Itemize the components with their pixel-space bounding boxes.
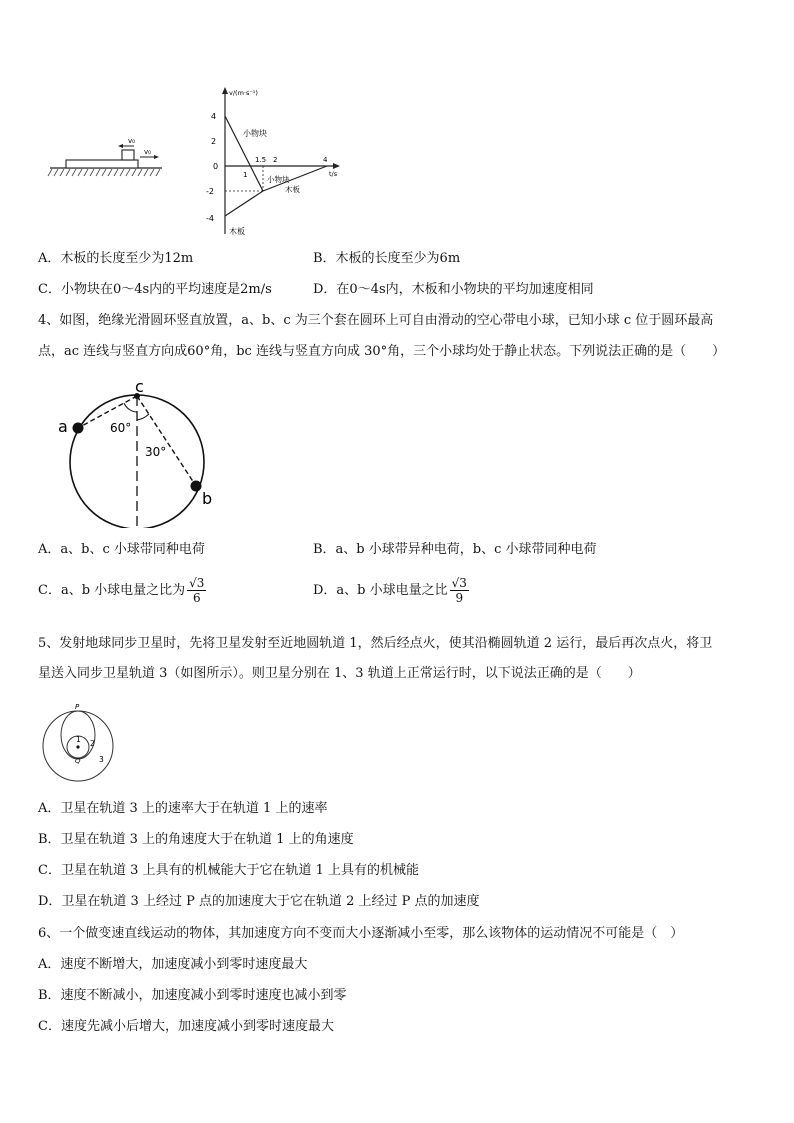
q4-stem-line1: 4、如图，绝缘光滑圆环竖直放置，a、b、c 为三个套在圆环上可自由滑动的空心带电小球，已知小球 c 位于圆环最高	[38, 313, 714, 328]
q5-option-b: B．卫星在轨道 3 上的角速度大于在轨道 1 上的角速度	[38, 832, 354, 847]
q5-option-a: A．卫星在轨道 3 上的速率大于在轨道 1 上的速率	[38, 801, 328, 816]
orbit-2-label: 2	[90, 739, 95, 748]
angle-60-label: 60°	[110, 421, 132, 435]
svg-text:2: 2	[211, 137, 217, 146]
board-label-mid: 木板	[285, 185, 300, 194]
q6-option-c: C．速度先减小后增大，加速度减小到零时速度最大	[38, 1019, 334, 1034]
q4-option-d: D．a、b 小球电量之比 $\frac{√3}{9}$	[313, 576, 467, 605]
block-on-board-figure	[44, 136, 174, 182]
q3-option-c: C．小物块在0～4s内的平均速度是2m/s	[38, 282, 272, 297]
q4-stem-line2: 点，ac 连线与竖直方向成60°角，bc 连线与竖直方向成 30°角，三个小球均处于静止状态。下列说法正确的是（ ）	[38, 344, 726, 359]
q3-option-a: A．木板的长度至少为12m	[38, 251, 194, 266]
q4-option-c: C．a、b 小球电量之比为 $\frac{√3}{6}$	[38, 576, 205, 605]
q5-option-d: D．卫星在轨道 3 上经过 P 点的加速度大于它在轨道 2 上经过 P 点的加速度	[38, 894, 480, 909]
svg-text:4: 4	[211, 112, 217, 121]
point-q-label: Q	[75, 757, 81, 765]
angle-30-label: 30°	[145, 445, 167, 459]
q4-option-a: A．a、b、c 小球带同种电荷	[38, 542, 205, 557]
q3-option-d: D．在0～4s内，木板和小物块的平均加速度相同	[313, 282, 594, 297]
point-p-label: P	[75, 703, 80, 711]
svg-text:2: 2	[273, 156, 278, 164]
ball-c-label: c	[135, 377, 144, 396]
q5-stem-line1: 5、发射地球同步卫星时，先将卫星发射至近地圆轨道 1，然后经点火，使其沿椭圆轨道 2 运行，最后再次点火，将卫	[38, 636, 713, 651]
q6-stem: 6、一个做变速直线运动的物体，其加速度方向不变而大小逐渐减小至零，那么该物体的运动情况不可能是（ ）	[38, 926, 684, 941]
q4-option-d-fraction: $\frac{√3}{9}$	[451, 576, 467, 605]
q3-option-b: B．木板的长度至少为6m	[313, 251, 461, 266]
svg-text:0: 0	[213, 162, 219, 171]
orbit-figure	[40, 700, 120, 786]
q4-option-b: B．a、b 小球带异种电荷，b、c 小球带同种电荷	[313, 542, 597, 557]
block-label-mid: 小物块	[267, 175, 290, 184]
svg-text:-2: -2	[206, 187, 214, 196]
orbit-3-label: 3	[99, 755, 104, 764]
q5-option-c: C．卫星在轨道 3 上具有的机械能大于它在轨道 1 上具有的机械能	[38, 863, 420, 878]
q6-option-a: A．速度不断增大，加速度减小到零时速度最大	[38, 957, 308, 972]
svg-text:4: 4	[323, 156, 328, 164]
q4-option-c-fraction: $\frac{√3}{6}$	[189, 576, 205, 605]
svg-text:1: 1	[243, 171, 248, 179]
svg-text:1.5: 1.5	[255, 156, 267, 164]
v0-label: v₀	[128, 137, 135, 145]
ring-figure	[52, 376, 224, 528]
t-axis-label: t/s	[329, 170, 338, 178]
v-axis-label: v/(m·s⁻¹)	[229, 89, 258, 97]
ball-b-label: b	[202, 489, 213, 508]
orbit-1-label: 1	[76, 735, 81, 744]
velocity-time-graph	[205, 84, 345, 240]
svg-text:-4: -4	[206, 214, 214, 223]
ball-a-label: a	[58, 417, 68, 436]
block-label-top: 小物块	[243, 129, 267, 138]
q5-stem-line2: 星送入同步卫星轨道 3（如图所示）。则卫星分别在 1、3 轨道上正常运行时，以下说法正确的是（ ）	[38, 666, 641, 681]
v-label: v₀	[144, 148, 151, 156]
q6-option-b: B．速度不断减小，加速度减小到零时速度也减小到零	[38, 988, 347, 1003]
board-label-low: 木板	[229, 227, 245, 236]
